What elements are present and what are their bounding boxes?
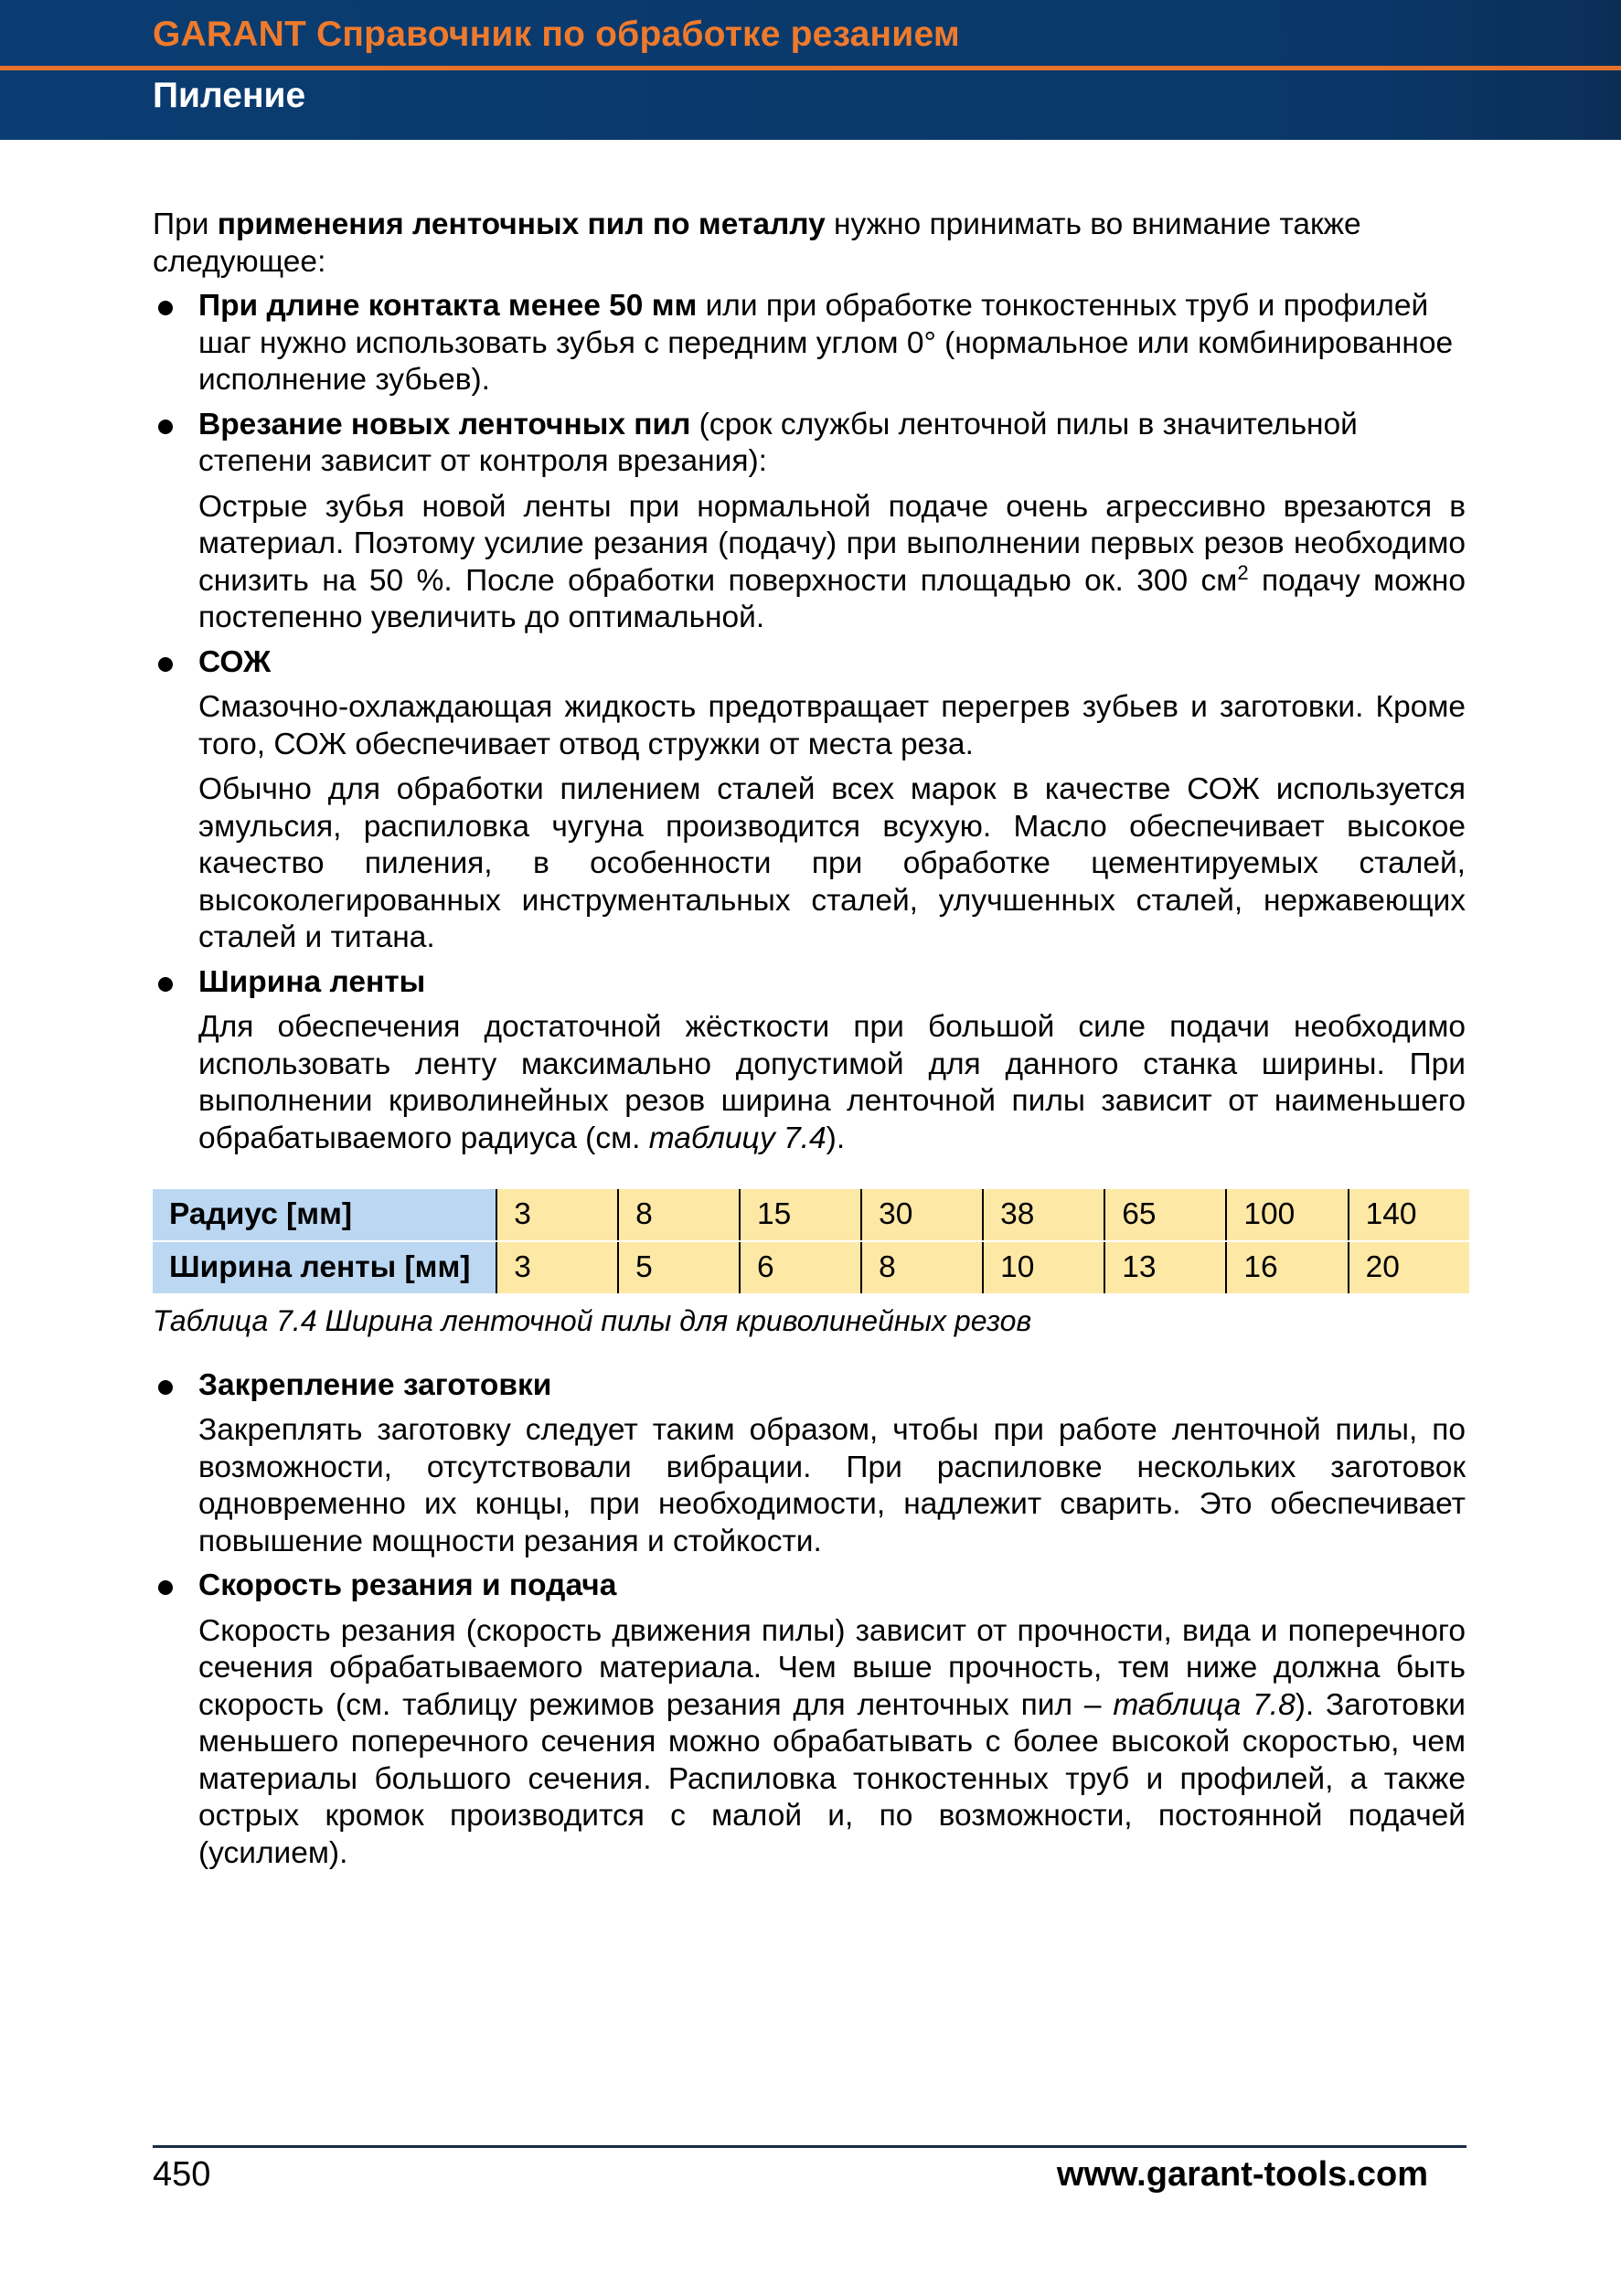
table-row xyxy=(153,1189,1469,1241)
table-cell: 15 xyxy=(740,1189,861,1241)
header-title: GARANT Справочник по обработке резанием xyxy=(153,15,960,54)
table-cell: 13 xyxy=(1104,1241,1226,1293)
section-title: Пиление xyxy=(153,76,306,115)
intro-paragraph xyxy=(153,207,1466,281)
main-content xyxy=(153,207,1466,1872)
item-paragraph: Скорость резания (скорость движения пилы) зависит от прочности, вида и поперечного сечения обрабатываемого материала. Чем выше прочность, тем ниже должна быть скорость (см. таблицу режимов резания для ленточных пил – таблица 7.8). Заготовки меньшего поперечного сечения можно обрабатывать с более высокой скоростью, чем материалы большого сечения. Распиловка тонкостенных труб и профилей, а также острых кромок производится с малой и, по возможности, постоянной подачей (усилием). xyxy=(198,1613,1466,1870)
item-paragraph: Смазочно-охлаждающая жидкость предотвращает перегрев зубьев и заготовки. Кроме того, СОЖ обеспечивает отвод стружки от места реза. xyxy=(198,690,1466,761)
page-number: 450 xyxy=(153,2155,211,2194)
table-cell: 20 xyxy=(1349,1241,1469,1293)
table-cell: 3 xyxy=(496,1189,618,1241)
item-heading: СОЖ xyxy=(198,644,272,679)
list-item-contact-length xyxy=(153,288,1466,399)
bullet-icon xyxy=(158,977,173,992)
table-caption: Таблица 7.4 Ширина ленточной пилы для криволинейных резов xyxy=(153,1304,1032,1337)
item-heading: При длине контакта менее 50 мм xyxy=(198,289,698,323)
table-cell: 16 xyxy=(1226,1241,1348,1293)
table-row xyxy=(153,1241,1469,1293)
table-cell: 30 xyxy=(861,1189,983,1241)
item-paragraph: Обычно для обработки пилением сталей всех марок в качестве СОЖ используется эмульсия, распиловка чугуна производится всухую. Масло обеспечивает высокое качество пиления, в особенности при обработке цементируемых сталей, высоколегированных инструментальных сталей, улучшенных сталей, нержавеющих сталей и титана. xyxy=(198,772,1466,954)
table-cell: 140 xyxy=(1349,1189,1469,1241)
website-url: www.garant-tools.com xyxy=(1056,2155,1428,2194)
bullet-icon xyxy=(158,657,173,672)
table-cell: 8 xyxy=(861,1241,983,1293)
item-heading: Закрепление заготовки xyxy=(198,1367,552,1402)
table-reference: таблицу 7.4 xyxy=(648,1121,826,1155)
table-cell: 6 xyxy=(740,1241,861,1293)
table-row-header: Радиус [мм] xyxy=(153,1189,496,1241)
bullet-icon xyxy=(158,1580,173,1595)
item-text: или при обработке тонкостенных труб и профилей шаг нужно использовать зубья с передним углом 0° (нормальное или комбинированное исполнение зубьев). xyxy=(198,289,1454,397)
page-header xyxy=(0,0,1621,140)
table-cell: 8 xyxy=(618,1189,740,1241)
bullet-icon xyxy=(158,301,173,315)
band-width-table xyxy=(153,1189,1469,1293)
table-row-header: Ширина ленты [мм] xyxy=(153,1241,496,1293)
list-item-new-saw-break-in xyxy=(153,407,1466,481)
item-heading: Врезание новых ленточных пил xyxy=(198,407,691,441)
superscript: 2 xyxy=(1237,560,1249,584)
item-paragraph: Закреплять заготовку следует таким образом, чтобы при работе ленточной пилы, по возможности, отсутствовали вибрации. При распиловке нескольких заготовок одновременно их концы, при необходимости, надлежит сварить. Это обеспечивает повышение мощности резания и стойкости. xyxy=(198,1413,1466,1558)
table-cell: 65 xyxy=(1104,1189,1226,1241)
list-item-workpiece-clamping xyxy=(153,1367,1466,1405)
table-reference: таблица 7.8 xyxy=(1113,1687,1296,1722)
intro-bold: применения ленточных пил по металлу xyxy=(217,207,826,241)
header-accent-bar xyxy=(0,66,1621,70)
list-item-coolant xyxy=(153,644,1466,682)
table-cell: 38 xyxy=(983,1189,1104,1241)
item-paragraph: Острые зубья новой ленты при нормальной подаче очень агрессивно врезаются в материал. Поэтому усилие резания (подачу) при выполнении первых резов необходимо снизить на 50 %. После обработки поверхности площадью ок. 300 $см^2$ подачу можно постепенно увеличить до оптимальной. xyxy=(198,489,1466,634)
item-heading: Ширина ленты xyxy=(198,964,426,999)
table-cell: 5 xyxy=(618,1241,740,1293)
intro-text-post: нужно принимать во внимание также следующее: xyxy=(153,207,1361,279)
bullet-icon xyxy=(158,420,173,434)
list-item-band-width xyxy=(153,964,1466,1002)
table-cell: 100 xyxy=(1226,1189,1348,1241)
table-cell: 3 xyxy=(496,1241,618,1293)
table-cell: 10 xyxy=(983,1241,1104,1293)
intro-text-pre: При xyxy=(153,207,218,241)
list-item-cutting-speed xyxy=(153,1568,1466,1605)
item-text: (срок службы ленточной пилы в значительной степени зависит от контроля врезания): xyxy=(198,407,1358,478)
item-paragraph: Для обеспечения достаточной жёсткости при большой силе подачи необходимо использовать ленту максимально допустимой для данного станка ширины. При выполнении криволинейных резов ширина ленточной пилы зависит от наименьшего обрабатываемого радиуса (см. таблицу 7.4). xyxy=(198,1010,1466,1155)
footer-divider xyxy=(153,2145,1466,2148)
bullet-icon xyxy=(158,1380,173,1395)
item-heading: Скорость резания и подача xyxy=(198,1568,617,1602)
